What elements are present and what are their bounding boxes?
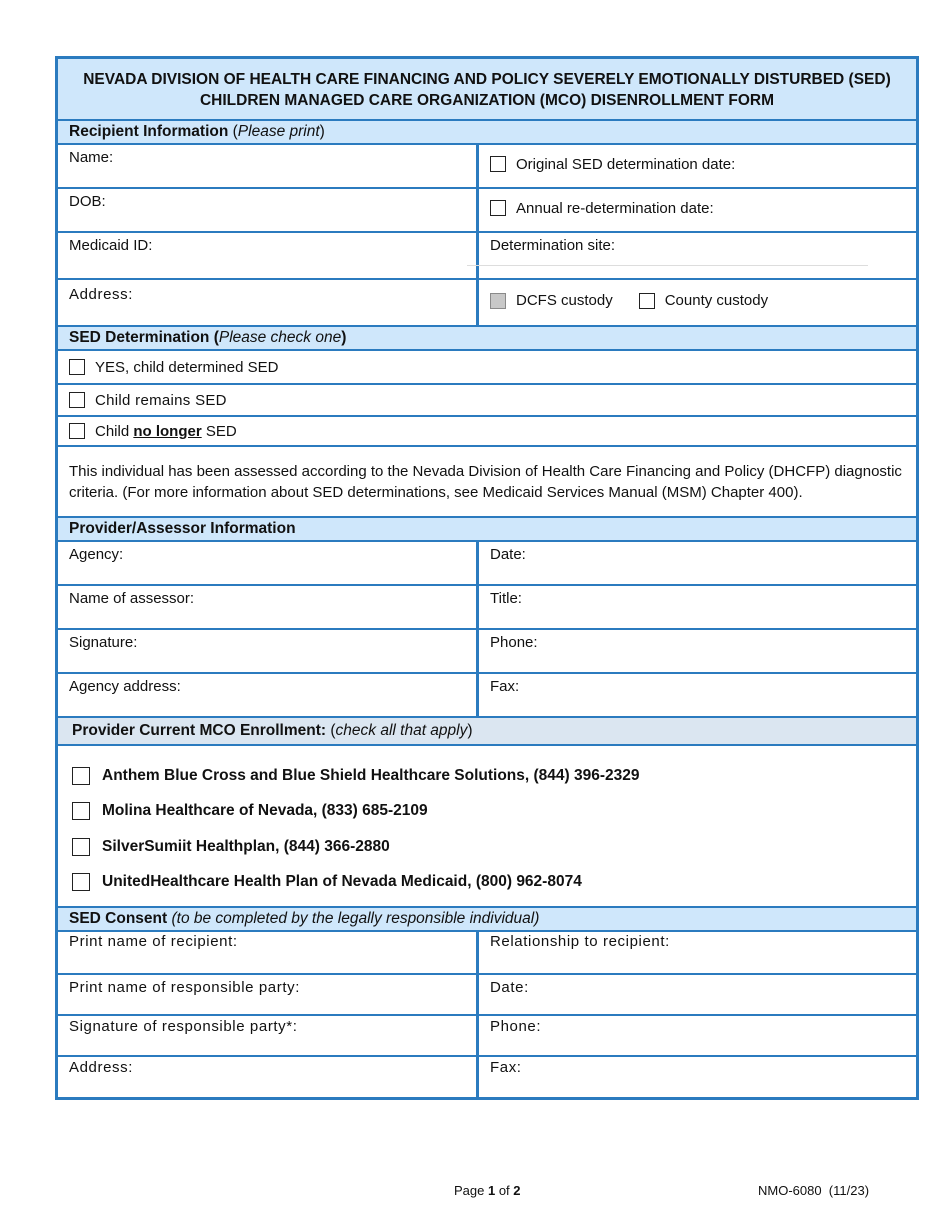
mco-option-molina [72,794,916,830]
provider-fax-label: Fax: [490,678,520,695]
consent-recipient-name-field[interactable] [58,932,479,973]
form-title-line-2: CHILDREN MANAGED CARE ORGANIZATION (MCO) DISENROLLMENT FORM [199,92,775,109]
mco-anthem-checkbox[interactable] [72,767,90,785]
agency-label: Agency: [69,546,124,563]
sed-no-longer-checkbox[interactable] [69,423,85,439]
assessment-criteria-paragraph: This individual has been assessed according to the Nevada Division of Health Care Financing and Policy (DHCFP) diagnostic criteria. (For more information about SED determinations, see Medicaid Services Manual (MSM) Chapter 400). [58,447,916,518]
recipient-header-paren-close: ) [319,123,325,140]
agency-address-label: Agency address: [69,678,181,695]
responsible-party-signature-label: Signature of responsible party*: [69,1018,298,1035]
consent-recipient-name-label: Print name of recipient: [69,933,238,950]
sed-determination-header [58,327,916,351]
assessor-signature-field[interactable] [58,630,479,672]
mco-section-header [58,718,916,746]
address-field[interactable] [58,280,479,325]
consent-section-header [58,908,916,932]
determination-site-label: Determination site: [490,237,616,254]
sed-remains-checkbox[interactable] [69,392,85,408]
responsible-party-name-field[interactable] [58,975,479,1014]
annual-redetermination-label: Annual re-determination date: [516,199,714,217]
recipient-row-medicaid [58,233,916,280]
provider-phone-field[interactable] [479,630,916,672]
page-number-prefix: Page [454,1183,488,1198]
provider-row-agency [58,542,916,586]
recipient-section-header [58,121,916,145]
sed-determination-header-close: ) [341,329,347,346]
relationship-label: Relationship to recipient: [490,933,670,950]
consent-fax-label: Fax: [490,1059,522,1076]
assessor-name-label: Name of assessor: [69,590,195,607]
provider-fax-field[interactable] [479,674,916,716]
sed-option-no-longer-row [58,417,916,447]
recipient-header-note: Please print [237,123,320,140]
dob-field[interactable] [58,189,479,231]
dcfs-custody-label: DCFS custody [516,292,613,309]
consent-fax-field[interactable] [479,1057,916,1097]
mco-options-list [58,746,916,908]
sed-determination-header-label: SED Determination ( [69,329,219,346]
sed-option-yes-row [58,351,916,385]
annual-redetermination-field [479,189,916,231]
assessor-signature-label: Signature: [69,634,138,651]
recipient-row-address [58,280,916,327]
consent-header-paren-open: ( [167,910,177,927]
mco-header-note: check all that apply [335,722,468,739]
sed-yes-checkbox[interactable] [69,359,85,375]
sed-option-yes [58,351,916,383]
recipient-row-name [58,145,916,189]
sed-yes-label: YES, child determined SED [95,358,279,376]
relationship-field[interactable] [479,932,916,973]
mco-option-anthem [72,758,916,794]
consent-phone-label: Phone: [490,1018,542,1035]
sed-option-remains [58,385,916,415]
custody-field [479,280,916,325]
medicaid-id-label: Medicaid ID: [69,237,153,254]
dcfs-custody-checkbox[interactable] [490,293,506,309]
county-custody-checkbox[interactable] [639,293,655,309]
assessor-title-field[interactable] [479,586,916,628]
county-custody-label: County custody [664,292,769,309]
mco-header-paren-close: ) [467,722,473,739]
page-number [454,1183,521,1198]
original-sed-checkbox[interactable] [490,156,506,172]
sed-no-longer-prefix: Child [95,422,134,440]
consent-header-note: to be completed by the legally responsible individual [176,910,535,927]
name-label: Name: [69,149,114,166]
responsible-party-name-label: Print name of responsible party: [69,979,300,996]
address-label: Address: [69,286,133,303]
page-number-current: 1 [487,1183,496,1198]
name-field[interactable] [58,145,479,187]
provider-date-field[interactable] [479,542,916,584]
mco-option-silversummit [72,829,916,865]
consent-row-signature [58,1016,916,1057]
mco-silversummit-checkbox[interactable] [72,838,90,856]
mco-option-unitedhealthcare [72,865,916,901]
mco-unitedhealthcare-label: UnitedHealthcare Health Plan of Nevada Medicaid, (800) 962-8074 [102,873,582,891]
assessor-title-label: Title: [490,590,522,607]
sed-remains-label: Child remains SED [95,391,227,409]
sed-determination-header-note: Please check one [218,329,342,346]
provider-header-label: Provider/Assessor Information [69,520,296,537]
mco-anthem-label: Anthem Blue Cross and Blue Shield Healthcare Solutions, (844) 396-2329 [102,766,640,784]
consent-phone-field[interactable] [479,1016,916,1055]
consent-row-recipient [58,932,916,975]
provider-row-assessor [58,586,916,630]
provider-date-label: Date: [490,546,526,563]
recipient-header-paren-open: ( [228,123,238,140]
determination-site-field[interactable] [479,233,916,278]
mco-header-label: Provider Current MCO Enrollment: [72,722,327,739]
medicaid-id-field[interactable] [58,233,479,278]
consent-date-label: Date: [490,979,529,996]
provider-phone-label: Phone: [490,634,538,651]
mco-header-paren-open: ( [326,722,336,739]
annual-redetermination-checkbox[interactable] [490,200,506,216]
consent-address-label: Address: [69,1059,133,1076]
consent-row-address [58,1057,916,1097]
page-number-of: of [495,1183,514,1198]
recipient-header-label: Recipient Information [69,123,229,140]
provider-section-header [58,518,916,542]
agency-address-field[interactable] [58,674,479,716]
dob-label: DOB: [69,193,106,210]
sed-option-no-longer [58,417,916,445]
sed-no-longer-suffix: SED [201,422,237,440]
form-id: NMO-6080 (11/23) [758,1183,870,1198]
page-number-total: 2 [513,1183,521,1198]
provider-row-address [58,674,916,718]
determination-site-underline [467,265,868,266]
consent-row-responsible [58,975,916,1016]
recipient-row-dob [58,189,916,233]
mco-unitedhealthcare-checkbox[interactable] [72,873,90,891]
form-title-line-1: NEVADA DIVISION OF HEALTH CARE FINANCING AND POLICY SEVERELY EMOTIONALLY DISTURBED (SED) [83,71,891,88]
mco-molina-label: Molina Healthcare of Nevada, (833) 685-2109 [102,802,428,820]
agency-field[interactable] [58,542,479,584]
original-sed-label: Original SED determination date: [516,155,736,173]
provider-row-signature [58,630,916,674]
consent-header-paren-close: ) [534,910,540,927]
original-sed-field [479,145,916,187]
consent-header-label: SED Consent [69,910,168,927]
consent-date-field[interactable] [479,975,916,1014]
disenrollment-form [55,56,919,1100]
assessor-name-field[interactable] [58,586,479,628]
mco-silversummit-label: SilverSumiit Healthplan, (844) 366-2880 [102,837,390,855]
sed-option-remains-row [58,385,916,417]
consent-address-field[interactable] [58,1057,479,1097]
form-title [58,59,916,121]
responsible-party-signature-field[interactable] [58,1016,479,1055]
sed-no-longer-emphasis: no longer [133,422,202,440]
mco-molina-checkbox[interactable] [72,802,90,820]
